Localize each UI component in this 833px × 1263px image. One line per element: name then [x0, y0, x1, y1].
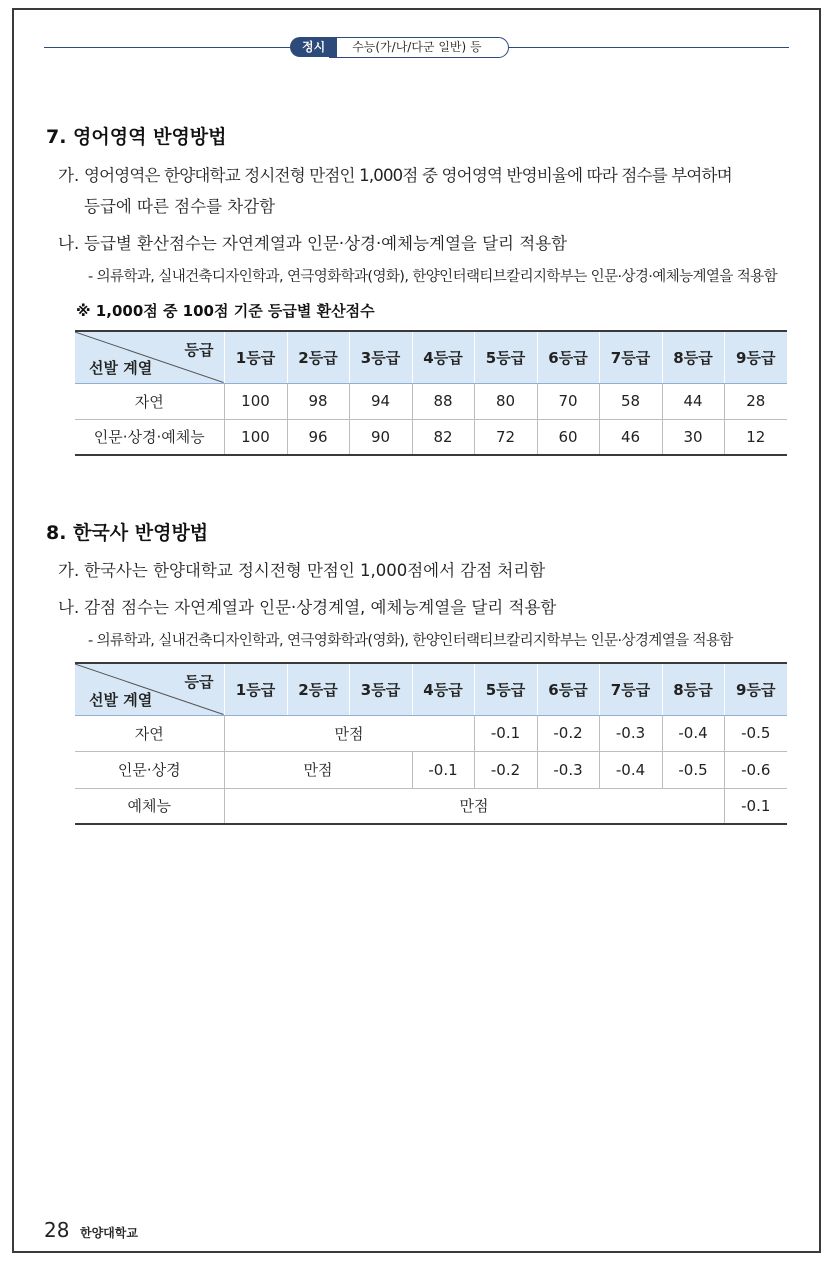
section7-item-ga-cont: 등급에 따른 점수를 차감함: [84, 197, 276, 216]
grade-header: 6등급: [537, 331, 599, 383]
score-cell: 28: [724, 383, 787, 419]
item-text: 한국사는 한양대학교 정시전형 만점인 1,000점에서 감점 처리함: [84, 561, 546, 580]
item-text: 등급별 환산점수는 자연계열과 인문·상경·예체능계열을 달리 적용함: [84, 234, 568, 253]
deduction-cell: -0.2: [537, 715, 599, 751]
grade-header: 5등급: [474, 331, 537, 383]
section7-item-na: [58, 230, 567, 254]
section7-item-ga: [58, 162, 732, 186]
item-marker: 나.: [58, 598, 80, 617]
grade-header: 8등급: [662, 663, 724, 715]
deduction-cell: -0.4: [599, 751, 662, 788]
deduction-cell: -0.4: [662, 715, 724, 751]
full-score-cell: 만점: [224, 788, 724, 824]
deduction-cell: -0.3: [537, 751, 599, 788]
score-cell: 100: [224, 383, 287, 419]
row-label: 인문·상경: [75, 751, 224, 788]
header-label: 수능(가/나/다군 일반) 등: [329, 37, 508, 58]
item-marker: 가.: [58, 561, 80, 580]
table-row: [75, 419, 787, 455]
row-label: 예체능: [75, 788, 224, 824]
grade-header: 3등급: [349, 331, 412, 383]
section7-title: 7. 영어영역 반영방법: [46, 126, 227, 148]
grade-header: 1등급: [224, 663, 287, 715]
table-row: [75, 788, 787, 824]
deduction-cell: -0.1: [412, 751, 474, 788]
row-label: 자연: [75, 383, 224, 419]
section8-item-ga: [58, 557, 545, 581]
table-header-row: [75, 663, 787, 715]
item-marker: 가.: [58, 166, 80, 185]
grade-header: 7등급: [599, 663, 662, 715]
grade-header: 4등급: [412, 331, 474, 383]
full-score-cell: 만점: [224, 715, 474, 751]
grade-header: 3등급: [349, 663, 412, 715]
item-text: 감점 점수는 자연계열과 인문·상경계열, 예체능계열을 달리 적용함: [84, 598, 557, 617]
score-cell: 58: [599, 383, 662, 419]
section8-item-na: [58, 594, 556, 618]
score-cell: 82: [412, 419, 474, 455]
deduction-cell: -0.6: [724, 751, 787, 788]
score-cell: 88: [412, 383, 474, 419]
score-cell: 98: [287, 383, 349, 419]
deduction-cell: -0.5: [724, 715, 787, 751]
korean-history-table: [75, 662, 787, 825]
score-cell: 94: [349, 383, 412, 419]
score-cell: 96: [287, 419, 349, 455]
section8-title: 8. 한국사 반영방법: [46, 522, 209, 544]
deduction-cell: -0.1: [724, 788, 787, 824]
score-cell: 60: [537, 419, 599, 455]
corner-track-label: 선발 계열: [89, 358, 153, 377]
section8-dash-note: - 의류학과, 실내건축디자인학과, 연극영화학과(영화), 한양인터랙티브칼리지학부는 인문·상경계열을 적용함: [88, 633, 733, 649]
score-cell: 80: [474, 383, 537, 419]
row-label: 자연: [75, 715, 224, 751]
grade-header: 7등급: [599, 331, 662, 383]
header-tab: [290, 36, 509, 58]
grade-header: 5등급: [474, 663, 537, 715]
deduction-cell: -0.5: [662, 751, 724, 788]
grade-header: 1등급: [224, 331, 287, 383]
corner-grade-label: 등급: [184, 673, 214, 691]
score-cell: 30: [662, 419, 724, 455]
grade-header: 9등급: [724, 663, 787, 715]
score-cell: 100: [224, 419, 287, 455]
header-badge: 정시: [290, 37, 337, 57]
grade-header: 8등급: [662, 331, 724, 383]
score-cell: 70: [537, 383, 599, 419]
table-row: [75, 383, 787, 419]
footer-university: 한양대학교: [80, 1226, 138, 1240]
deduction-cell: -0.3: [599, 715, 662, 751]
section7-table-caption: ※ 1,000점 중 100점 기준 등급별 환산점수: [76, 302, 375, 320]
grade-header: 6등급: [537, 663, 599, 715]
grade-header: 2등급: [287, 331, 349, 383]
grade-header: 4등급: [412, 663, 474, 715]
page-number: 28: [44, 1218, 70, 1242]
section7-dash-note: - 의류학과, 실내건축디자인학과, 연극영화학과(영화), 한양인터랙티브칼리지학부는 인문·상경·예체능계열을 적용함: [88, 269, 777, 285]
grade-header: 9등급: [724, 331, 787, 383]
deduction-cell: -0.1: [474, 715, 537, 751]
table-header-row: [75, 331, 787, 383]
score-cell: 44: [662, 383, 724, 419]
table-row: [75, 751, 787, 788]
grade-header: 2등급: [287, 663, 349, 715]
score-cell: 72: [474, 419, 537, 455]
score-cell: 90: [349, 419, 412, 455]
english-grade-table: [75, 330, 787, 456]
corner-grade-label: 등급: [184, 341, 214, 359]
full-score-cell: 만점: [224, 751, 412, 788]
score-cell: 46: [599, 419, 662, 455]
row-label: 인문·상경·예체능: [75, 419, 224, 455]
item-text: 영어영역은 한양대학교 정시전형 만점인 1,000점 중 영어영역 반영비율에 따라 점수를 부여하며: [84, 166, 732, 185]
score-cell: 12: [724, 419, 787, 455]
table-row: [75, 715, 787, 751]
corner-header: [75, 331, 224, 383]
corner-track-label: 선발 계열: [89, 690, 153, 709]
deduction-cell: -0.2: [474, 751, 537, 788]
corner-header: [75, 663, 224, 715]
item-marker: 나.: [58, 234, 80, 253]
